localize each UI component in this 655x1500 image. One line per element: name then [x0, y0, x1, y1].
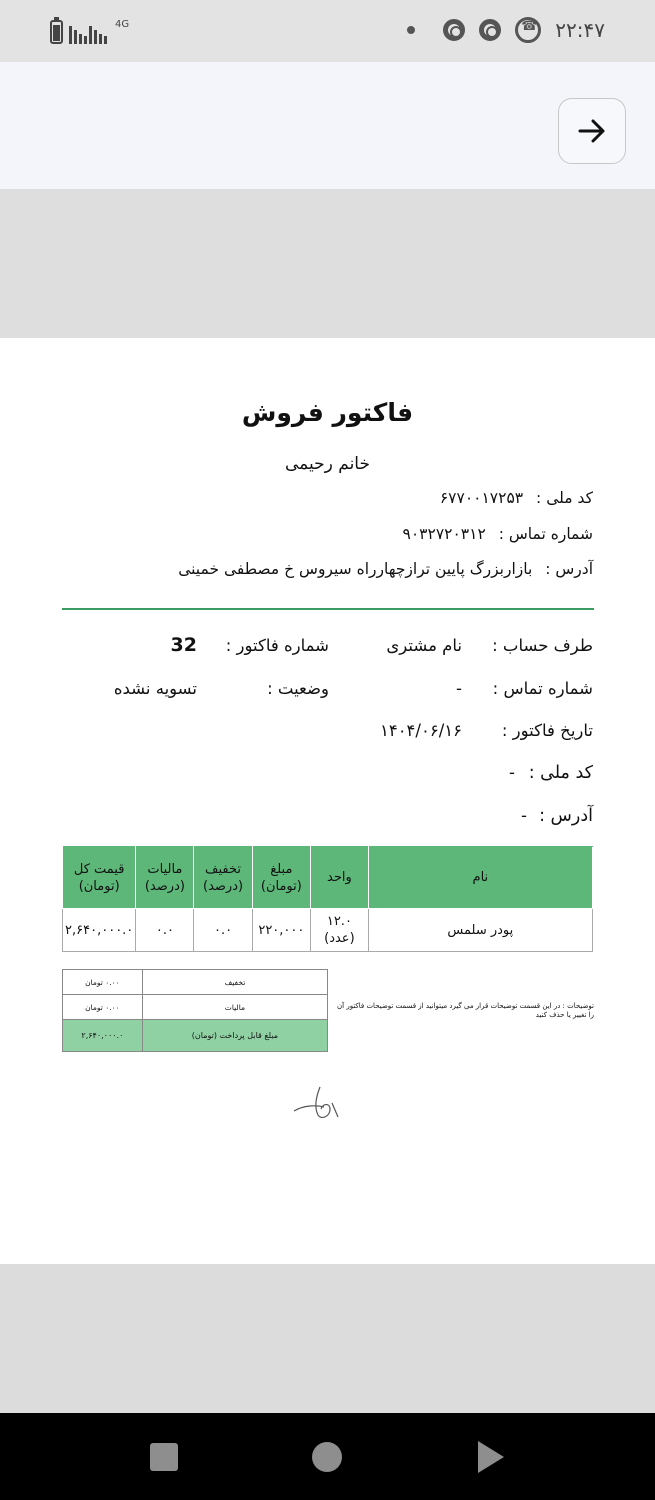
seller-national-id-value: ۶۷۷۰۰۱۷۲۵۳: [439, 489, 524, 507]
discount-total-value: ۰.۰۰ تومان: [63, 970, 143, 995]
seller-address-value: بازاربزرگ پایین ترازچهارراه سیروس خ مصطفی خمینی: [178, 560, 533, 578]
buyer-national-id-label: کد ملی :: [528, 763, 593, 783]
cell-total: ۲,۶۴۰,۰۰۰.۰: [63, 909, 136, 952]
header-amount: مبلغ (تومان): [252, 847, 311, 909]
invoice-number-label: شماره فاکتور :: [225, 636, 329, 655]
invoice-paper: [0, 338, 655, 1264]
whatsapp-icon: [515, 17, 541, 43]
date-value: ۱۴۰۴/۰۶/۱۶: [379, 721, 462, 740]
cell-discount: ۰.۰: [194, 909, 252, 952]
app-bar: [0, 62, 655, 189]
seller-phone-value: ۹۰۳۲۷۲۰۳۱۲: [402, 525, 486, 543]
tax-total-label: مالیات: [142, 995, 327, 1020]
buyer-address-label: آدرس :: [539, 806, 593, 826]
network-type: 4G: [115, 19, 130, 30]
header-name: نام: [368, 847, 592, 909]
preview-background: [0, 189, 655, 338]
chrome-icon: [479, 19, 501, 41]
status-bar: [0, 0, 655, 62]
buyer-phone-value: -: [456, 679, 462, 698]
home-icon[interactable]: [312, 1442, 342, 1472]
discount-total-label: تخفیف: [142, 970, 327, 995]
totals-row: [63, 970, 328, 995]
back-button[interactable]: [558, 98, 626, 164]
seller-national-id-label: کد ملی :: [536, 489, 593, 507]
totals-row: [63, 995, 328, 1020]
battery-icon: [50, 20, 63, 44]
account-label: طرف حساب :: [492, 636, 593, 655]
seller-phone: [403, 525, 593, 543]
account-value: نام مشتری: [386, 636, 462, 655]
header-discount: تخفیف (درصد): [194, 847, 252, 909]
tax-total-value: ۰.۰۰ تومان: [63, 995, 143, 1020]
signature-image: [290, 1083, 342, 1123]
table-header-row: [63, 847, 593, 909]
chrome-icon: [443, 19, 465, 41]
header-total: قیمت کل (تومان): [63, 847, 136, 909]
preview-background-bottom: [0, 1264, 655, 1413]
header-tax: مالیات (درصد): [136, 847, 194, 909]
cell-name: پودر سلمس: [368, 909, 592, 952]
recents-icon[interactable]: [150, 1443, 178, 1471]
description-note: توضیحات : در این قسمت توضیحات قرار می گیرد میتوانید از قسمت توضیحات فاکتور آن را تغییر یا حذف کنید: [337, 1002, 594, 1019]
seller-national-id: [440, 489, 593, 507]
status-value: تسویه نشده: [113, 679, 197, 698]
signal-icon: [69, 22, 107, 44]
notification-dot-icon: [407, 26, 415, 34]
seller-address-label: آدرس :: [545, 560, 593, 578]
clock: ۲۲:۴۷: [555, 18, 605, 42]
date-label: تاریخ فاکتور :: [501, 721, 593, 740]
buyer-address-value: -: [521, 806, 527, 825]
cell-unit: ۱۲.۰ (عدد): [311, 909, 369, 952]
buyer-phone-label: شماره تماس :: [492, 679, 593, 698]
status-label: وضعیت :: [267, 679, 329, 698]
payable-row: [63, 1020, 328, 1052]
seller-phone-label: شماره تماس :: [498, 525, 593, 543]
payable-value: ۲,۶۴۰,۰۰۰.۰: [63, 1020, 143, 1052]
header-unit: واحد: [311, 847, 369, 909]
invoice-title: فاکتور فروش: [241, 398, 414, 427]
totals-table: [62, 969, 328, 1052]
payable-label: مبلغ قابل پرداخت (تومان): [142, 1020, 327, 1052]
table-row: [63, 909, 593, 952]
divider: [62, 608, 594, 610]
invoice-number: 32: [170, 634, 197, 656]
seller-address: [178, 560, 593, 578]
seller-name: خانم رحیمی: [285, 454, 370, 474]
cell-amount: ۲۲۰,۰۰۰: [252, 909, 311, 952]
buyer-national-id-value: -: [509, 763, 515, 782]
arrow-right-icon: [576, 115, 608, 147]
cell-tax: ۰.۰: [136, 909, 194, 952]
back-icon[interactable]: [478, 1441, 504, 1473]
items-table: [62, 846, 593, 952]
